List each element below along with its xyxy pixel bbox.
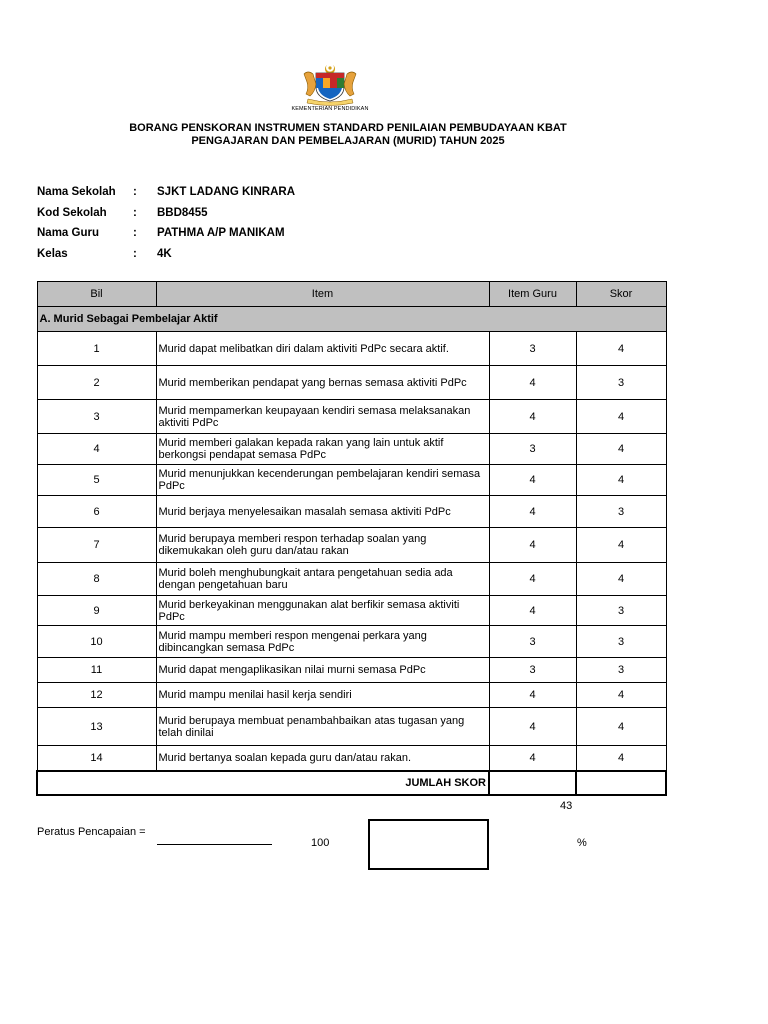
row-skor: 3 [576, 366, 666, 400]
row-skor: 3 [576, 626, 666, 658]
info-value: 4K [157, 247, 172, 260]
row-skor: 4 [576, 708, 666, 746]
table-row [37, 434, 666, 465]
table-row [37, 528, 666, 563]
info-label: Kod Sekolah [37, 206, 107, 219]
total-row [37, 771, 666, 795]
row-item-guru: 4 [489, 746, 576, 771]
table-row [37, 658, 666, 683]
table-row [37, 366, 666, 400]
table-row [37, 708, 666, 746]
info-value: SJKT LADANG KINRARA [157, 186, 295, 198]
info-colon: : [133, 206, 137, 219]
row-bil: 7 [37, 528, 156, 563]
row-bil: 4 [37, 434, 156, 465]
header-skor: Skor [576, 282, 666, 307]
row-item-guru: 4 [489, 366, 576, 400]
row-skor: 4 [576, 563, 666, 596]
row-skor: 4 [576, 400, 666, 434]
percentage-answer-box [368, 819, 489, 870]
fraction-line [157, 844, 272, 845]
document-title [60, 122, 636, 148]
row-skor: 3 [576, 496, 666, 528]
info-value: PATHMA A/P MANIKAM [157, 227, 285, 239]
row-item: Murid berkeyakinan menggunakan alat berfikir semasa aktiviti PdPc [156, 596, 489, 626]
row-item-guru: 4 [489, 596, 576, 626]
total-score-value: 43 [560, 800, 573, 812]
row-bil: 5 [37, 465, 156, 496]
row-skor: 3 [576, 596, 666, 626]
info-label: Nama Sekolah [37, 186, 116, 198]
row-item: Murid memberi galakan kepada rakan yang lain untuk aktif berkongsi pendapat semasa PdPc [156, 434, 489, 465]
table-row [37, 683, 666, 708]
row-item: Murid berupaya memberi respon terhadap soalan yang dikemukakan oleh guru dan/atau rakan [156, 528, 489, 563]
row-bil: 13 [37, 708, 156, 746]
row-skor: 3 [576, 658, 666, 683]
title-line-2: PENGAJARAN DAN PEMBELAJARAN (MURID) TAHUN 2025 [191, 135, 505, 147]
row-skor: 4 [576, 683, 666, 708]
section-row [37, 307, 666, 332]
header-item: Item [156, 282, 489, 307]
row-item-guru: 4 [489, 563, 576, 596]
row-skor: 4 [576, 528, 666, 563]
crest-caption: KEMENTERIAN PENDIDIKAN [291, 106, 369, 112]
row-bil: 11 [37, 658, 156, 683]
row-bil: 8 [37, 563, 156, 596]
row-item: Murid boleh menghubungkait antara pengetahuan sedia ada dengan pengetahuan baru [156, 563, 489, 596]
row-bil: 12 [37, 683, 156, 708]
row-skor: 4 [576, 746, 666, 771]
row-item-guru: 3 [489, 658, 576, 683]
row-item-guru: 3 [489, 332, 576, 366]
row-bil: 1 [37, 332, 156, 366]
info-value: BBD8455 [157, 206, 208, 219]
percentage-label: Peratus Pencapaian = [37, 826, 146, 838]
info-label: Kelas [37, 247, 68, 260]
header-item-guru: Item Guru [489, 282, 576, 307]
row-item: Murid berjaya menyelesaikan masalah semasa aktiviti PdPc [156, 496, 489, 528]
row-item-guru: 3 [489, 434, 576, 465]
table-row [37, 465, 666, 496]
total-skor-cell [576, 771, 666, 795]
row-skor: 4 [576, 434, 666, 465]
row-bil: 3 [37, 400, 156, 434]
table-row [37, 626, 666, 658]
info-colon: : [133, 247, 137, 260]
row-bil: 10 [37, 626, 156, 658]
table-row [37, 496, 666, 528]
row-item: Murid menunjukkan kecenderungan pembelajaran kendiri semasa PdPc [156, 465, 489, 496]
row-item-guru: 4 [489, 708, 576, 746]
title-line-1: BORANG PENSKORAN INSTRUMEN STANDARD PENILAIAN PEMBUDAYAAN KBAT [129, 122, 567, 134]
row-item: Murid dapat melibatkan diri dalam aktiviti PdPc secara aktif. [156, 332, 489, 366]
row-item: Murid mempamerkan keupayaan kendiri semasa melaksanakan aktiviti PdPc [156, 400, 489, 434]
row-item: Murid memberikan pendapat yang bernas semasa aktiviti PdPc [156, 366, 489, 400]
info-label: Nama Guru [37, 227, 99, 239]
row-item-guru: 4 [489, 400, 576, 434]
row-item: Murid mampu menilai hasil kerja sendiri [156, 683, 489, 708]
score-table [36, 281, 667, 796]
table-row [37, 332, 666, 366]
table-row [37, 400, 666, 434]
info-colon: : [133, 227, 137, 239]
table-row [37, 596, 666, 626]
row-bil: 2 [37, 366, 156, 400]
total-label: JUMLAH SKOR [37, 771, 489, 795]
info-colon: : [133, 186, 137, 198]
header-bil: Bil [37, 282, 156, 307]
row-item: Murid berupaya membuat penambahbaikan atas tugasan yang telah dinilai [156, 708, 489, 746]
row-item: Murid bertanya soalan kepada guru dan/atau rakan. [156, 746, 489, 771]
total-item-guru-cell [489, 771, 576, 795]
row-bil: 6 [37, 496, 156, 528]
percentage-multiplier: 100 [311, 837, 330, 849]
table-row [37, 746, 666, 771]
row-bil: 14 [37, 746, 156, 771]
table-header-row [37, 282, 666, 307]
row-item: Murid dapat mengaplikasikan nilai murni semasa PdPc [156, 658, 489, 683]
row-item-guru: 3 [489, 626, 576, 658]
row-item-guru: 4 [489, 683, 576, 708]
row-item-guru: 4 [489, 496, 576, 528]
coat-of-arms-icon [294, 62, 366, 106]
row-item-guru: 4 [489, 528, 576, 563]
percent-unit: % [577, 837, 587, 849]
section-title: A. Murid Sebagai Pembelajar Aktif [37, 307, 666, 332]
row-item: Murid mampu memberi respon mengenai perkara yang dibincangkan semasa PdPc [156, 626, 489, 658]
row-item-guru: 4 [489, 465, 576, 496]
row-skor: 4 [576, 332, 666, 366]
table-row [37, 563, 666, 596]
row-bil: 9 [37, 596, 156, 626]
row-skor: 4 [576, 465, 666, 496]
